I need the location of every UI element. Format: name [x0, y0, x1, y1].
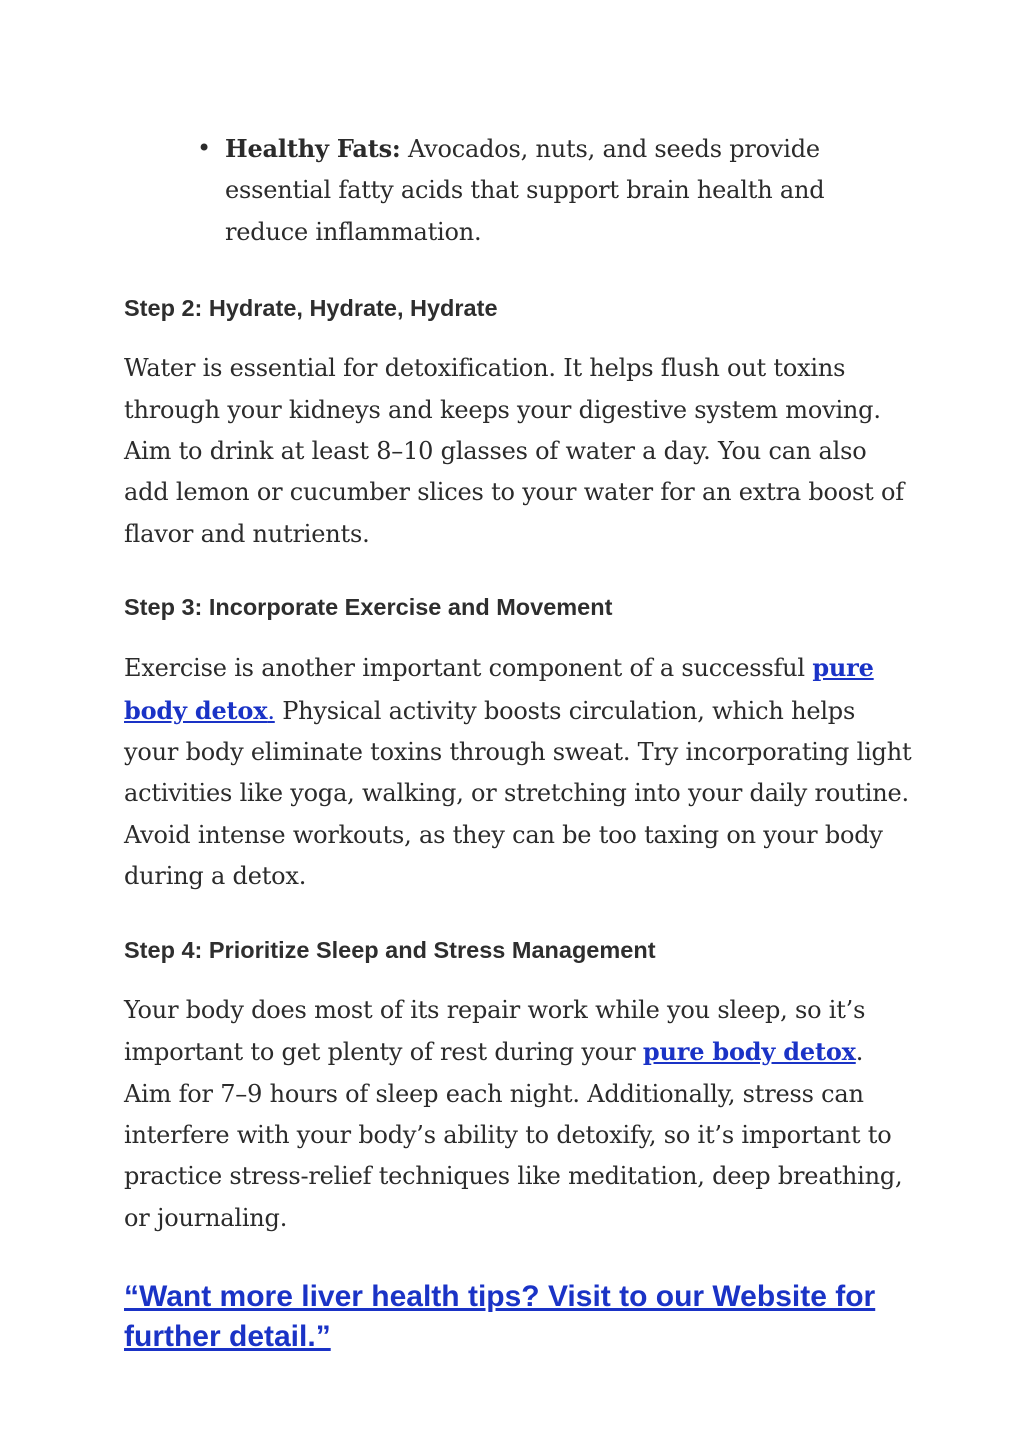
bullet-icon: •: [197, 134, 211, 162]
link-period[interactable]: .: [267, 696, 275, 725]
step-4-heading: Step 4: Prioritize Sleep and Stress Management: [124, 936, 656, 963]
step-4-body-end: . Aim for 7–9 hours of sleep each night. Additionally, stress can interfere with your body’s ability to detoxify, so it’s important to practice stress-relief techniques like meditation, deep breathing, or journaling.: [124, 1038, 903, 1232]
list-item: [124, 128, 914, 253]
list-item-text: Avocados, nuts, and seeds provide essential fatty acids that support brain health and reduce inflammation.: [225, 135, 825, 246]
pure-body-detox-link[interactable]: pure body detox: [642, 1037, 856, 1067]
step-4-body-start: Your body does most of its repair work while you sleep, so it’s important to get plenty of rest during your: [124, 995, 866, 1067]
website-cta-link[interactable]: “Want more liver health tips? Visit to our Website for further detail.”: [124, 1280, 876, 1354]
step-4-body: [124, 990, 914, 1239]
document-page: [124, 128, 914, 1357]
step-3-body: [124, 647, 914, 897]
pure-body-detox-link[interactable]: pure body detox: [124, 653, 874, 725]
step-2-heading: Step 2: Hydrate, Hydrate, Hydrate: [124, 295, 498, 322]
list-item-term: Healthy Fats:: [225, 134, 401, 163]
step-3-body-end: Physical activity boosts circulation, which helps your body eliminate toxins through sweat. Try incorporating light activities like yoga, walking, or stretching into your daily routine. Avoid intense workouts, as they can be too taxing on your body during a detox.: [124, 696, 912, 891]
step-3-body-start: Exercise is another important component of a successful: [124, 654, 813, 683]
step-2-body: Water is essential for detoxification. It helps flush out toxins through your kidneys and keeps your digestive system moving. Aim to drink at least 8–10 glasses of water a day. You can also add lemon or cucumber slices to your water for an extra boost of flavor and nutrients.: [124, 354, 904, 548]
step-3-heading: Step 3: Incorporate Exercise and Movement: [124, 594, 613, 621]
food-list: [124, 128, 914, 253]
